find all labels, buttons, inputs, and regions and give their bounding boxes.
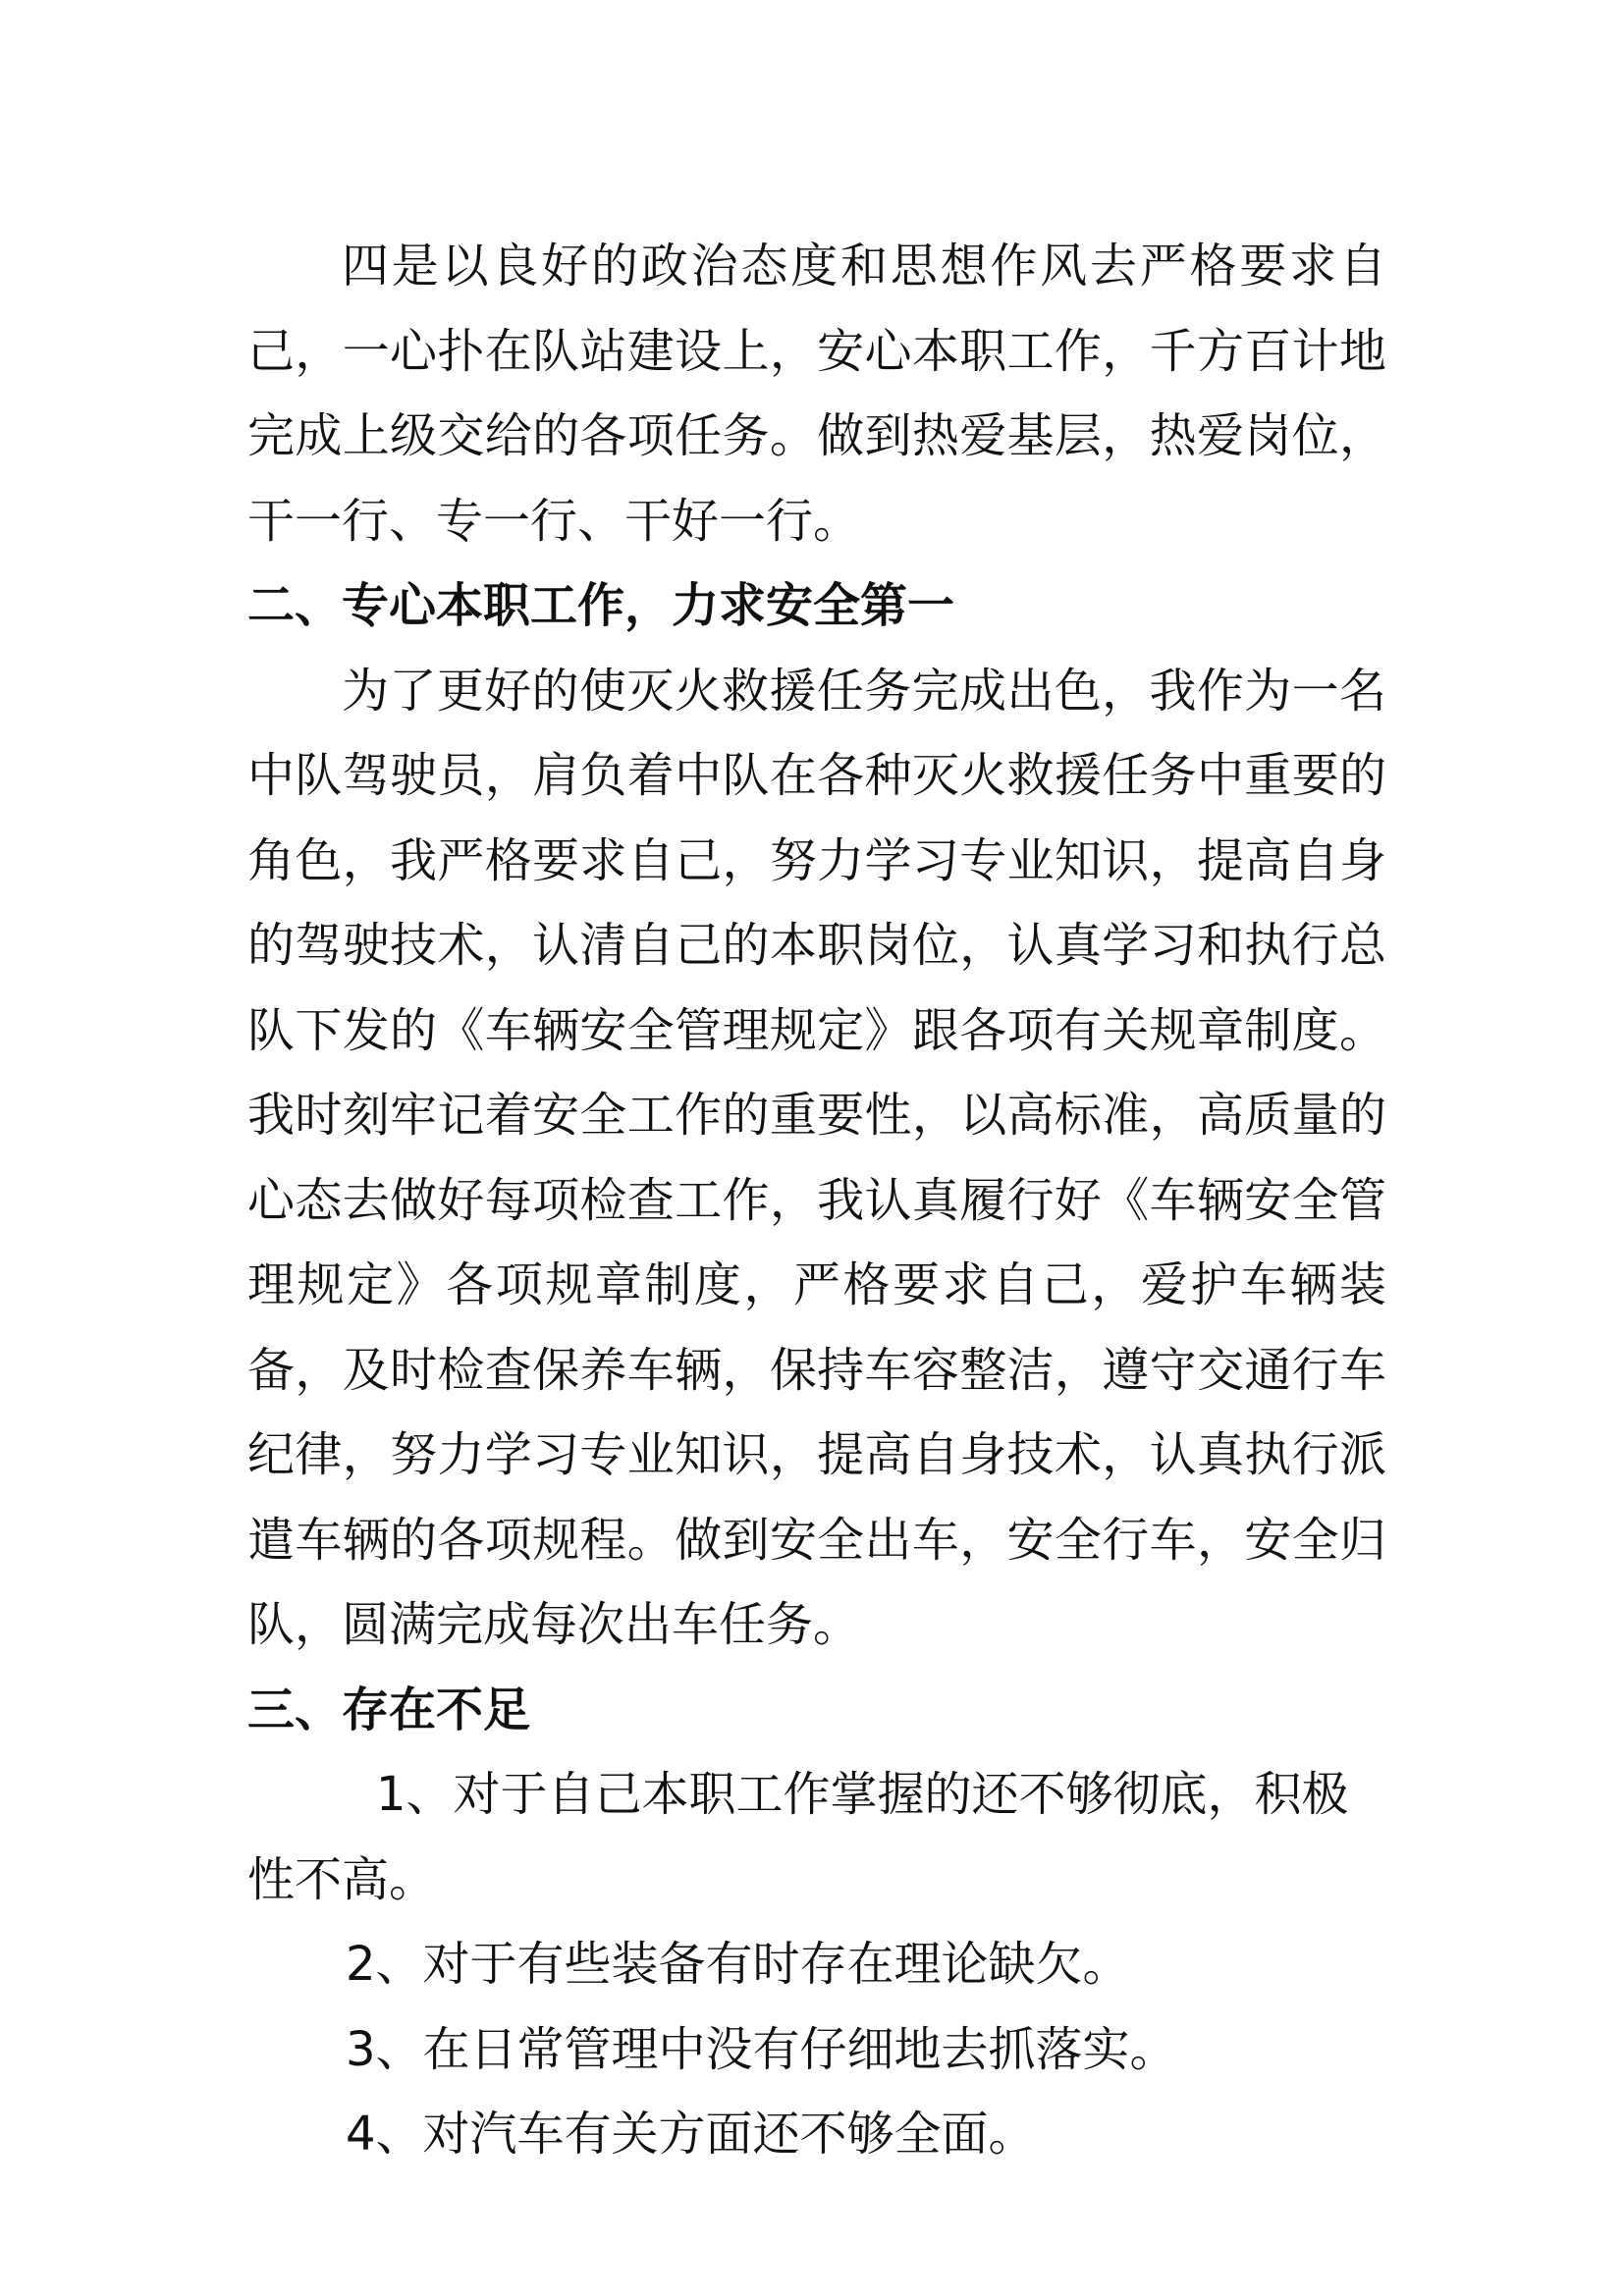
list-item: 4、对汽车有关方面还不够全面。 xyxy=(346,2107,1036,2162)
document-body xyxy=(247,224,1386,2177)
list-item: 3、在日常管理中没有仔细地去抓落实。 xyxy=(346,2021,1177,2077)
section-heading-shortcomings: 三、存在不足 xyxy=(247,1682,531,1737)
paragraph-political-attitude: 四是以良好的政治态度和思想作风去严格要求自己，一心扑在队站建设上，安心本职工作，千方百计地完成上级交给的各项任务。做到热爱基层，热爱岗位，干一行、专一行、干好一行。 xyxy=(247,239,1386,549)
section-heading-duty-safety: 二、专心本职工作，力求安全第一 xyxy=(247,578,955,633)
list-item: 1、对于自己本职工作掌握的还不够彻底，积极性不高。 xyxy=(247,1767,1349,1907)
list-item: 2、对于有些装备有时存在理论缺欠。 xyxy=(346,1937,1130,1992)
paragraph-driver-duty: 为了更好的使灭火救援任务完成出色，我作为一名中队驾驶员，肩负着中队在各种灭火救援任务中重要的角色，我严格要求自己，努力学习专业知识，提高自身的驾驶技术，认清自己的本职岗位，认真学习和执行总队下发的《车辆安全管理规定》跟各项有关规章制度。我时刻牢记着安全工作的重要性，以高标准，高质量的心态去做好每项检查工作，我认真履行好《车辆安全管理规定》各项规章制度，严格要求自己，爱护车辆装备，及时检查保养车辆，保持车容整洁，遵守交通行车纪律，努力学习专业知识，提高自身技术，认真执行派遣车辆的各项规程。做到安全出车，安全行车，安全归队，圆满完成每次出车任务。 xyxy=(247,663,1386,1652)
shortcomings-list xyxy=(247,1752,1386,2177)
